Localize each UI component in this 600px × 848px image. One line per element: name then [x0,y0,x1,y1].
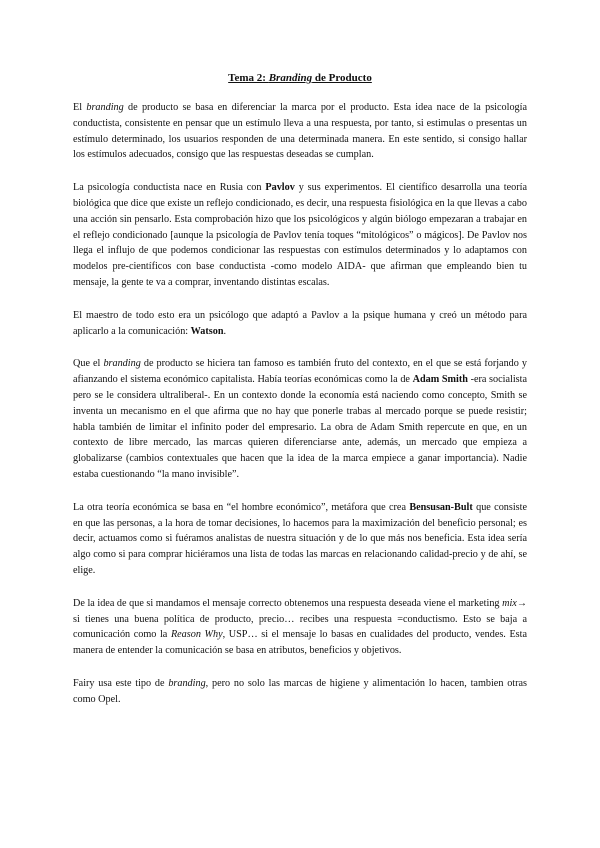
text-run: de producto se basa en diferenciar la marca por el producto. Esta idea nace de la psicología conductista, consistente en pensar que un estímulo lleva a una respuesta, por tanto, si estimulas o presentas un estímulo determinado, los usuarios responden de una determinada manera. En este sentido, si consigo hallar los estímulos adecuados, consigo que las respuestas deseadas se cumplan. [73,102,527,161]
paragraph [73,100,527,163]
text-run: Que el [73,358,104,370]
page-title [0,72,600,84]
paragraph [73,500,527,579]
text-run: , USP… si el mensaje lo basas en cualidades del producto, vendes. Esta manera de entender la comunicación se basa en atributos, beneficios y objetivos. [73,629,527,657]
paragraph [73,356,527,482]
text-run: Fairy usa este tipo de [73,677,169,689]
text-run: , pero no solo las marcas de higiene y alimentación lo hacen, tambien otras como Opel. [73,677,527,705]
text-run: La otra teoría económica se basa en “el hombre económico”, metáfora que crea [73,501,410,513]
bold-text: Watson [190,325,224,337]
italic-text: branding [86,102,124,113]
text-run: . [223,325,227,337]
text-run: y sus experimentos. El científico desarrolla una teoría biológica que dice que existe un reflejo condicionado, es decir, una respuesta fisiológica en la que llevas a cabo una acción sin pensarlo. Esta comprobación hizo que los psicológicos y algún biólogo empezaran a trabajar en el reflejo condicionado [aunque la psicología de Pavlov tenía toques “mitológicos” o mágicos]. De Pavlov nos llega el influjo de que podemos condicionar las respuestas con estímulos determinados y lo adaptamos con modelos pre-científicos con base conductista -como modelo AIDA- que afirman que empleando bien tu mensaje, la gente te va a comprar, inventando distintas escalas. [73,182,527,288]
title-prefix: Tema 2: [228,72,269,84]
title-suffix: de Producto [312,72,372,84]
paragraph [73,596,527,659]
bold-text: Bensusan-Bult [409,501,473,513]
bold-text: Pavlov [265,182,295,194]
paragraph [73,676,527,708]
text-run: de producto se hiciera tan famoso es también fruto del contexto, en el que se está forjando y afianzando el sistema económico capitalista. Había teorías económicas como la de [73,358,528,386]
italic-text: branding [168,677,206,689]
text-run: → si tienes una buena política de producto, precio… recibes una respuesta =conductismo. Esto se baja a comunicación como la [73,597,527,641]
text-run: El maestro de todo esto era un psicólogo que adaptó a Pavlov a la psique humana y creó un método para aplicarlo a la comunicación: [73,309,527,337]
text-run: -era socialista pero se le considera ultraliberal-. En un contexto donde la economía está naciendo como concepto, Smith se inventa un mecanismo en el que afirma que no hay que ponerle trabas al mercado porque se puede resistir; habla también de limitar el infinito poder del empresario. La obra de Adam Smith repercute en que, en un contexto de libre mercado, las marcas quieren diferenciarse ante, además, un mercado que empieza a globalizarse (cambios contextuales que hacen que la idea de la marca empiece a ganar importancia). Nadie estaba cuestionando “la mano invisible”. [73,374,527,480]
paragraph [73,180,527,291]
text-run: De la idea de que si mandamos el mensaje correcto obtenemos una respuesta deseada viene el marketing [73,597,503,609]
document-body [73,100,527,725]
paragraph [73,308,527,340]
title-italic: Branding [268,72,313,84]
italic-text: Reason Why [170,629,223,641]
text-run: El [73,102,87,113]
text-run: La psicología conductista nace en Rusia con [73,182,266,194]
text-run: que consiste en que las personas, a la hora de tomar decisiones, lo hacemos para la maximización del beneficio personal; es decir, actuamos como si fuéramos analistas de nuestra situación y de lo que más nos beneficia. Esta idea sería algo como si para comprar hiciéramos una lista de todas las marcas en relacionando calidad-precio y de ahí, se elige. [73,501,527,576]
italic-text: branding [103,358,141,370]
bold-text: Adam Smith [412,374,468,386]
italic-text: mix [502,597,517,609]
